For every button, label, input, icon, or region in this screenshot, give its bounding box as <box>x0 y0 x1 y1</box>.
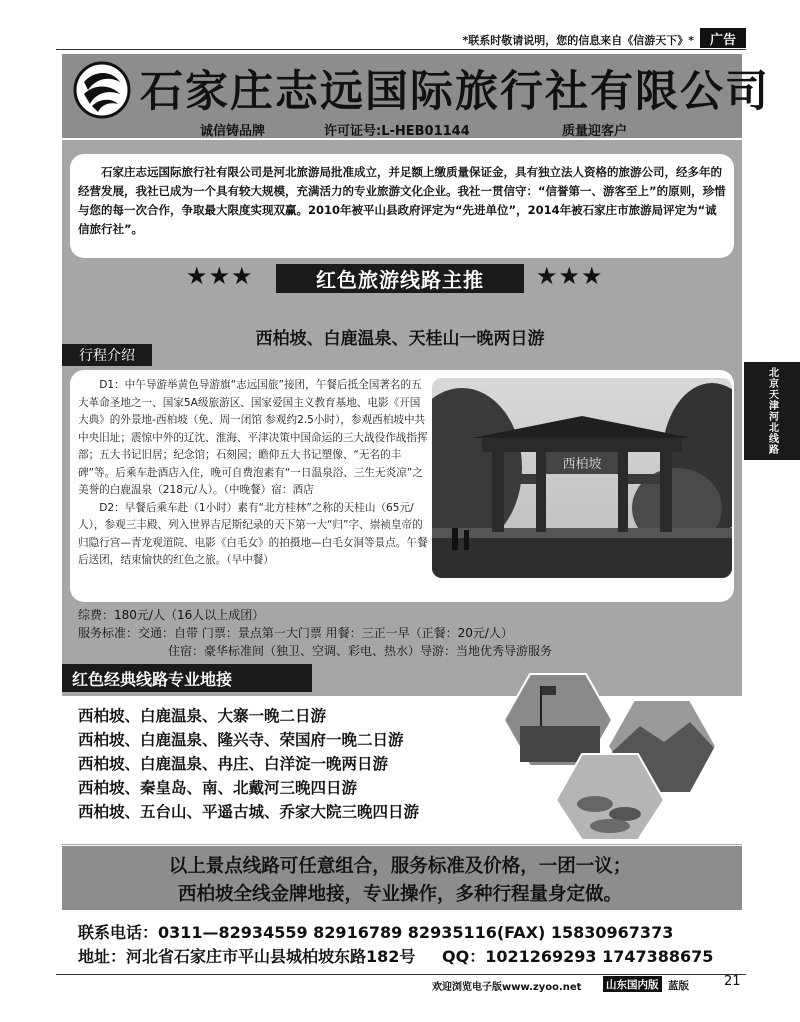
stars-right: ★★★ <box>536 262 604 290</box>
page-number: 21 <box>724 974 741 989</box>
bottom-slogan-1: 以上景点线路可任意组合，服务标准及价格，一团一议； <box>168 856 632 877</box>
stars-left: ★★★ <box>186 262 254 290</box>
footer-website[interactable]: 欢迎浏览电子版www.zyoo.net <box>432 982 582 993</box>
footer-edition: 山东国内版 <box>603 976 662 992</box>
price-line: 综费：180元/人（16人以上成团） <box>78 608 265 622</box>
accommodation-standard: 住宿：豪华标准间（独卫、空调、彩电、热水）导游：当地优秀导游服务 <box>168 644 553 658</box>
classic-lines-list <box>78 704 419 824</box>
license-number: 许可证号:L-HEB01144 <box>324 124 470 139</box>
contact-qq[interactable]: QQ：1021269293 1747388675 <box>442 947 714 966</box>
xibaipo-gate-photo <box>432 378 732 578</box>
service-standard: 服务标准：交通：自带 门票：景点第一大门票 用餐：三正一早（正餐：20元/人） <box>78 626 513 640</box>
company-name: 石家庄志远国际旅行社有限公司 <box>140 67 770 117</box>
gate-plaque: 西柏坡 <box>562 457 602 472</box>
itinerary-tag: 行程介绍 <box>62 344 152 366</box>
itinerary-text <box>78 377 430 570</box>
ad-label: 广告 <box>700 28 746 48</box>
route-title: 西柏坡、白鹿温泉、天桂山一晚两日游 <box>255 329 545 349</box>
footer-divider <box>56 974 746 975</box>
red-tour-banner: 红色旅游线路主推 <box>276 264 524 293</box>
itinerary-day1: D1：中午导游举黄色导游旗“志远国旅”接团，午餐后抵全国著名的五大革命圣地之一、国家5A级旅游区、国家爱国主义教育基地、电影《开国大典》的外景地-西柏坡（免、周一闭馆 参观约2.5小时），参观西柏坡中共中央旧址；震惊中外的辽沈、淮海、平津决策中国命运的三大战役作战指挥部；五大书记旧居；纪念馆；石刻园；瞻仰五大书记塑像、“无名的丰碑”等。后乘车赴酒店入住，晚可自费泡素有“一日温泉浴、三生无炎凉”之美誉的白鹿温泉（218元/人）。（中晚餐）宿：酒店 <box>78 379 428 496</box>
classic-lines-tag: 红色经典线路专业地接 <box>62 664 312 692</box>
contact-address: 地址：河北省石家庄市平山县城柏坡东路182号 <box>78 947 416 966</box>
slogan-right: 质量迎客户 <box>562 124 628 139</box>
contact-phone[interactable]: 联系电话：0311—82934559 82916789 82935116(FAX) 15830967373 <box>78 923 674 942</box>
list-item: 西柏坡、白鹿温泉、隆兴寺、荣国府一晚二日游 <box>78 731 404 749</box>
source-note: *联系时敬请说明，您的信息来自《信游天下》* <box>462 34 694 47</box>
list-item: 西柏坡、五台山、平遥古城、乔家大院三晚四日游 <box>78 803 420 821</box>
list-item: 西柏坡、秦皇岛、南、北戴河三晚四日游 <box>78 779 358 797</box>
bottom-slogan-2: 西柏坡全线金牌地接，专业操作，多种行程量身定做。 <box>177 884 622 905</box>
footer-tag: 蓝版 <box>668 980 689 992</box>
company-logo <box>72 60 132 120</box>
company-intro: 石家庄志远国际旅行社有限公司是河北旅游局批准成立，并足额上缴质量保证金，具有独立法人资格的旅游公司，经多年的经营发展，我社已成为一个具有较大规模，充满活力的专业旅游文化企业。我社一贯信守：“信誉第一、游客至上”的原则，珍惜与您的每一次合作，争取最大限度实现双赢。2010年被平山县政府评定为“先进单位”，2014年被石家庄市旅游局评定为“诚信旅行社”。 <box>78 165 726 236</box>
list-item: 西柏坡、白鹿温泉、冉庄、白洋淀一晚两日游 <box>78 755 389 773</box>
slogan-left: 诚信铸品牌 <box>200 124 266 139</box>
top-divider <box>56 49 746 50</box>
itinerary-day2: D2：早餐后乘车赴（1小时）素有“北方桂林”之称的天桂山（65元/人），参观三丰殿、列入世界吉尼斯纪录的天下第一大“归”字、崇祯皇帝的归隐行宫—青龙观道院、电影《白毛女》的拍摄地—白毛女洞等景点。午餐后送团，结束愉快的红色之旅。（早中餐） <box>78 501 428 566</box>
hexagon-photo-collage <box>500 664 740 842</box>
list-item: 西柏坡、白鹿温泉、大寨一晚二日游 <box>78 707 327 725</box>
side-category-tab[interactable]: 北京天津河北线路 <box>744 362 800 460</box>
